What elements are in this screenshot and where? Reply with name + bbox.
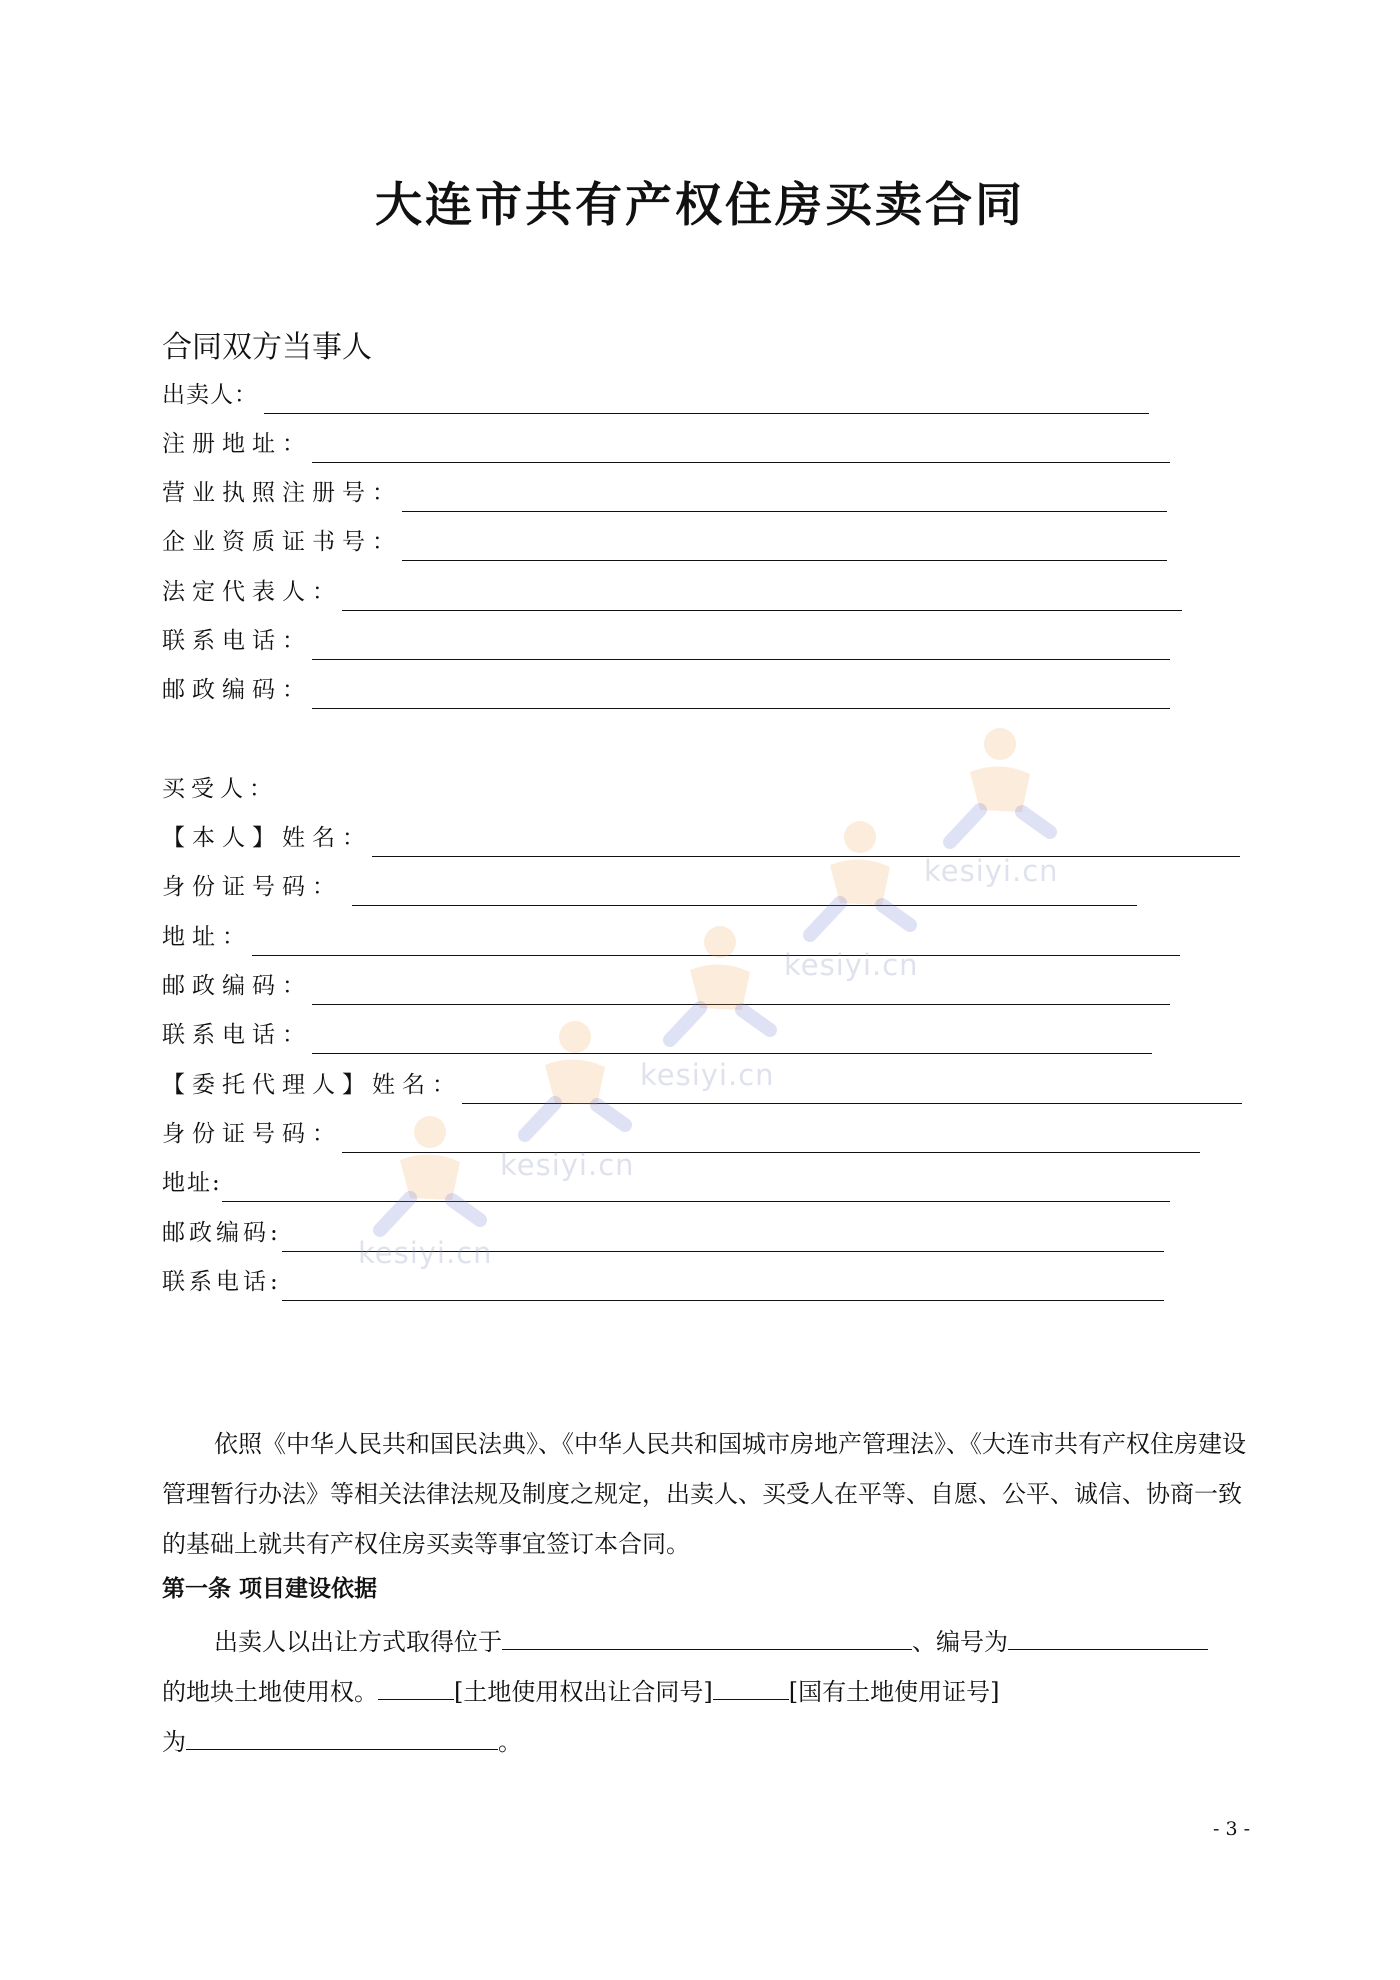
parties-heading: 合同双方当事人 <box>162 330 372 365</box>
article-1-text-e: 。 <box>498 1728 522 1756</box>
watermark-text: kesiyi.cn <box>358 1236 493 1270</box>
business-license-line[interactable] <box>402 479 1167 512</box>
registered-address-line[interactable] <box>312 430 1170 463</box>
buyer-self-row <box>162 817 1240 857</box>
land-cert-label: [国有土地使用证号] <box>788 1678 1000 1706</box>
preamble-paragraph: 依照《中华人民共和国民法典》、《中华人民共和国城市房地产管理法》、《大连市共有产权住房建设管理暂行办法》等相关法律法规及制度之规定，出卖人、买受人在平等、自愿、公平、诚信、协商一致的基础上就共有产权住房买卖等事宜签订本合同。 <box>162 1430 1246 1558</box>
buyer-self-name-label: 【本人】姓名： <box>162 825 372 851</box>
article-1-text-a: 出卖人以出让方式取得位于 <box>214 1628 502 1656</box>
agent-name-label: 【委托代理人】姓名： <box>162 1072 462 1098</box>
seller-postcode-label: 邮政编码： <box>162 677 312 703</box>
grant-contract-label: [土地使用权出让合同号] <box>454 1678 713 1706</box>
legal-rep-label: 法定代表人： <box>162 579 342 605</box>
article-1-heading: 第一条 项目建设依据 <box>162 1576 378 1602</box>
buyer-postcode-label: 邮政编码： <box>162 973 312 999</box>
watermark-text: kesiyi.cn <box>500 1148 635 1182</box>
seller-postcode-line[interactable] <box>312 676 1170 709</box>
article-1-line-2 <box>162 1667 1248 1717</box>
document-title: 大连市共有产权住房买卖合同 <box>375 178 1025 233</box>
grant-contract-blank[interactable] <box>378 1671 454 1700</box>
seller-phone-label: 联系电话： <box>162 628 312 654</box>
seller-phone-line[interactable] <box>312 627 1170 660</box>
seller-field-row <box>162 521 1167 561</box>
land-cert-blank[interactable] <box>713 1671 789 1700</box>
legal-rep-line[interactable] <box>342 578 1182 611</box>
seller-row <box>162 374 1149 414</box>
page-number: - 3 - <box>1212 1818 1250 1840</box>
watermark-text: kesiyi.cn <box>924 854 1059 888</box>
agent-address-label: 地址: <box>162 1170 222 1196</box>
watermark-figure-icon <box>360 1110 500 1244</box>
article-1-text-b: 、编号为 <box>912 1628 1008 1656</box>
buyer-agent-row <box>162 1162 1170 1202</box>
article-1-line-1 <box>162 1617 1248 1667</box>
cert-number-blank[interactable] <box>186 1721 498 1750</box>
buyer-phone-label: 联系电话： <box>162 1022 312 1048</box>
article-1-line-3 <box>162 1717 1248 1767</box>
watermark-figure-icon <box>650 920 790 1054</box>
registered-address-label: 注册地址： <box>162 431 312 457</box>
seller-field-row <box>162 423 1170 463</box>
agent-phone-line[interactable] <box>282 1268 1164 1301</box>
buyer-label: 买受人： <box>162 776 278 802</box>
article-1-text-c: 的地块土地使用权。 <box>162 1678 378 1706</box>
watermark-text: kesiyi.cn <box>784 948 919 982</box>
agent-id-label: 身份证号码： <box>162 1121 342 1147</box>
buyer-agent-row <box>162 1261 1164 1301</box>
article-1-body <box>162 1617 1248 1767</box>
seller-field-row <box>162 620 1170 660</box>
watermark-text: kesiyi.cn <box>640 1058 775 1092</box>
agent-phone-label: 联系电话: <box>162 1269 282 1295</box>
qualification-cert-label: 企业资质证书号： <box>162 529 402 555</box>
buyer-address-label: 地址： <box>162 924 252 950</box>
seller-input-line[interactable] <box>264 381 1149 414</box>
land-location-blank[interactable] <box>502 1621 912 1650</box>
buyer-agent-row <box>162 1212 1164 1252</box>
buyer-agent-row <box>162 1113 1200 1153</box>
buyer-row <box>162 768 278 808</box>
buyer-id-label: 身份证号码： <box>162 874 342 900</box>
business-license-label: 营业执照注册号： <box>162 480 402 506</box>
watermark-figure-icon <box>930 722 1070 856</box>
seller-label: 出卖人： <box>162 382 258 408</box>
qualification-cert-line[interactable] <box>402 528 1167 561</box>
watermark-figure-icon <box>505 1015 645 1149</box>
parcel-number-blank[interactable] <box>1008 1621 1208 1650</box>
seller-field-row <box>162 571 1182 611</box>
agent-postcode-label: 邮政编码: <box>162 1220 282 1246</box>
seller-field-row <box>162 472 1167 512</box>
seller-field-row <box>162 669 1170 709</box>
article-1-text-d: 为 <box>162 1728 186 1756</box>
watermark-figure-icon <box>790 815 930 949</box>
